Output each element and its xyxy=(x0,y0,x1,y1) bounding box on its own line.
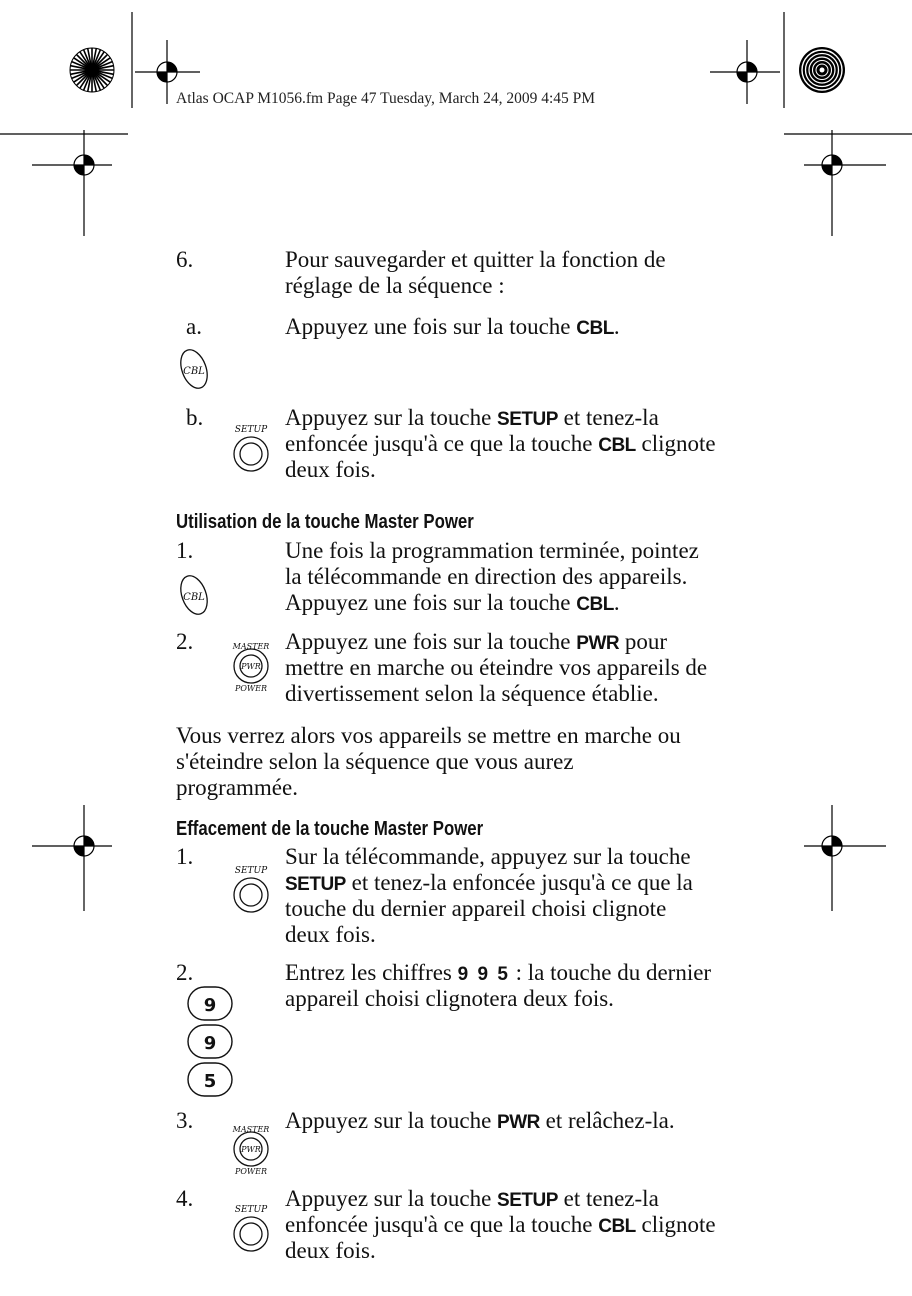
step-number: 1. xyxy=(176,538,194,563)
icon-label: CBL xyxy=(183,592,205,603)
master-power-button-icon xyxy=(226,1121,276,1177)
setup-button-icon xyxy=(228,1201,274,1253)
digit-5-button-icon xyxy=(186,1059,236,1101)
step-text: divertissement selon la séquence établie. xyxy=(285,681,659,706)
cbl-button-icon xyxy=(176,572,216,620)
key-pwr: PWR xyxy=(497,1112,540,1133)
setup-button-icon xyxy=(228,421,274,473)
section-heading: Utilisation de la touche Master Power xyxy=(176,511,474,533)
icon-label: PWR xyxy=(241,1145,261,1154)
icon-label: 9 xyxy=(203,995,217,1016)
digit-9-button-icon xyxy=(186,983,236,1025)
step-number: 6. xyxy=(176,247,194,272)
step-text: SETUP et tenez-la enfoncée jusqu'à ce que la xyxy=(285,870,693,895)
key-cbl: CBL xyxy=(576,594,614,615)
step-text: Appuyez sur la touche PWR et relâchez-la. xyxy=(285,1108,675,1133)
key-cbl: CBL xyxy=(598,435,636,456)
icon-label: MASTER xyxy=(232,642,270,651)
step-text: Sur la télécommande, appuyez sur la touche xyxy=(285,844,691,869)
step-text: deux fois. xyxy=(285,922,376,947)
icon-label: SETUP xyxy=(234,425,268,435)
icon-label: SETUP xyxy=(234,866,268,876)
step-text: Entrez les chiffres 9 9 5 : la touche du dernier xyxy=(285,960,712,985)
section-heading: Effacement de la touche Master Power xyxy=(176,818,484,840)
step-number: 4. xyxy=(176,1186,194,1211)
paragraph-line: s'éteindre selon la séquence que vous aurez xyxy=(176,749,574,774)
key-pwr: PWR xyxy=(576,633,620,654)
step-text: Appuyez sur la touche SETUP et tenez-la xyxy=(285,1186,659,1211)
step-text: enfoncée jusqu'à ce que la touche CBL clignote xyxy=(285,431,716,456)
digit-9-button-icon xyxy=(186,1021,236,1063)
step-text: Une fois la programmation terminée, pointez xyxy=(285,538,699,563)
setup-button-icon xyxy=(228,862,274,914)
icon-label: PWR xyxy=(241,662,261,671)
icon-label: POWER xyxy=(234,684,268,693)
icon-label: POWER xyxy=(234,1167,268,1176)
step-text: la télécommande en direction des appareils. xyxy=(285,564,688,589)
icon-label: SETUP xyxy=(234,1205,268,1215)
icon-label: 5 xyxy=(203,1071,217,1092)
icon-label: CBL xyxy=(183,366,205,377)
icon-label: 9 xyxy=(203,1033,217,1054)
step-text: réglage de la séquence : xyxy=(285,273,505,298)
key-cbl: CBL xyxy=(576,318,614,339)
step-text: Appuyez sur la touche SETUP et tenez-la xyxy=(285,405,659,430)
step-text: Appuyez une fois sur la touche CBL. xyxy=(285,590,620,615)
paragraph-line: Vous verrez alors vos appareils se mettre en marche ou xyxy=(176,723,681,748)
step-number: 2. xyxy=(176,629,194,654)
concentric-mark xyxy=(799,47,845,93)
master-power-button-icon xyxy=(226,638,276,694)
paragraph-line: programmée. xyxy=(176,775,298,800)
step-text: Pour sauvegarder et quitter la fonction de xyxy=(285,247,666,272)
step-text: enfoncée jusqu'à ce que la touche CBL clignote xyxy=(285,1212,716,1237)
step-letter: b. xyxy=(186,405,204,430)
key-setup: SETUP xyxy=(285,874,346,895)
page-header: Atlas OCAP M1056.fm Page 47 Tuesday, March 24, 2009 4:45 PM xyxy=(176,90,596,107)
step-text: Appuyez une fois sur la touche PWR pour xyxy=(285,629,668,654)
step-text: appareil choisi clignotera deux fois. xyxy=(285,986,614,1011)
step-text: mettre en marche ou éteindre vos appareils de xyxy=(285,655,708,680)
step-number: 1. xyxy=(176,844,194,869)
key-setup: SETUP xyxy=(497,409,558,430)
step-text: deux fois. xyxy=(285,457,376,482)
icon-label: MASTER xyxy=(232,1125,270,1134)
key-cbl: CBL xyxy=(598,1216,636,1237)
step-letter: a. xyxy=(186,314,202,339)
key-digits: 9 9 5 xyxy=(457,964,510,985)
step-text: deux fois. xyxy=(285,1238,376,1263)
step-text: Appuyez une fois sur la touche CBL. xyxy=(285,314,620,339)
key-setup: SETUP xyxy=(497,1190,558,1211)
cbl-button-icon xyxy=(176,346,216,394)
step-text: touche du dernier appareil choisi clignote xyxy=(285,896,667,921)
step-number: 2. xyxy=(176,960,194,985)
step-number: 3. xyxy=(176,1108,194,1133)
starburst-mark xyxy=(70,48,114,92)
